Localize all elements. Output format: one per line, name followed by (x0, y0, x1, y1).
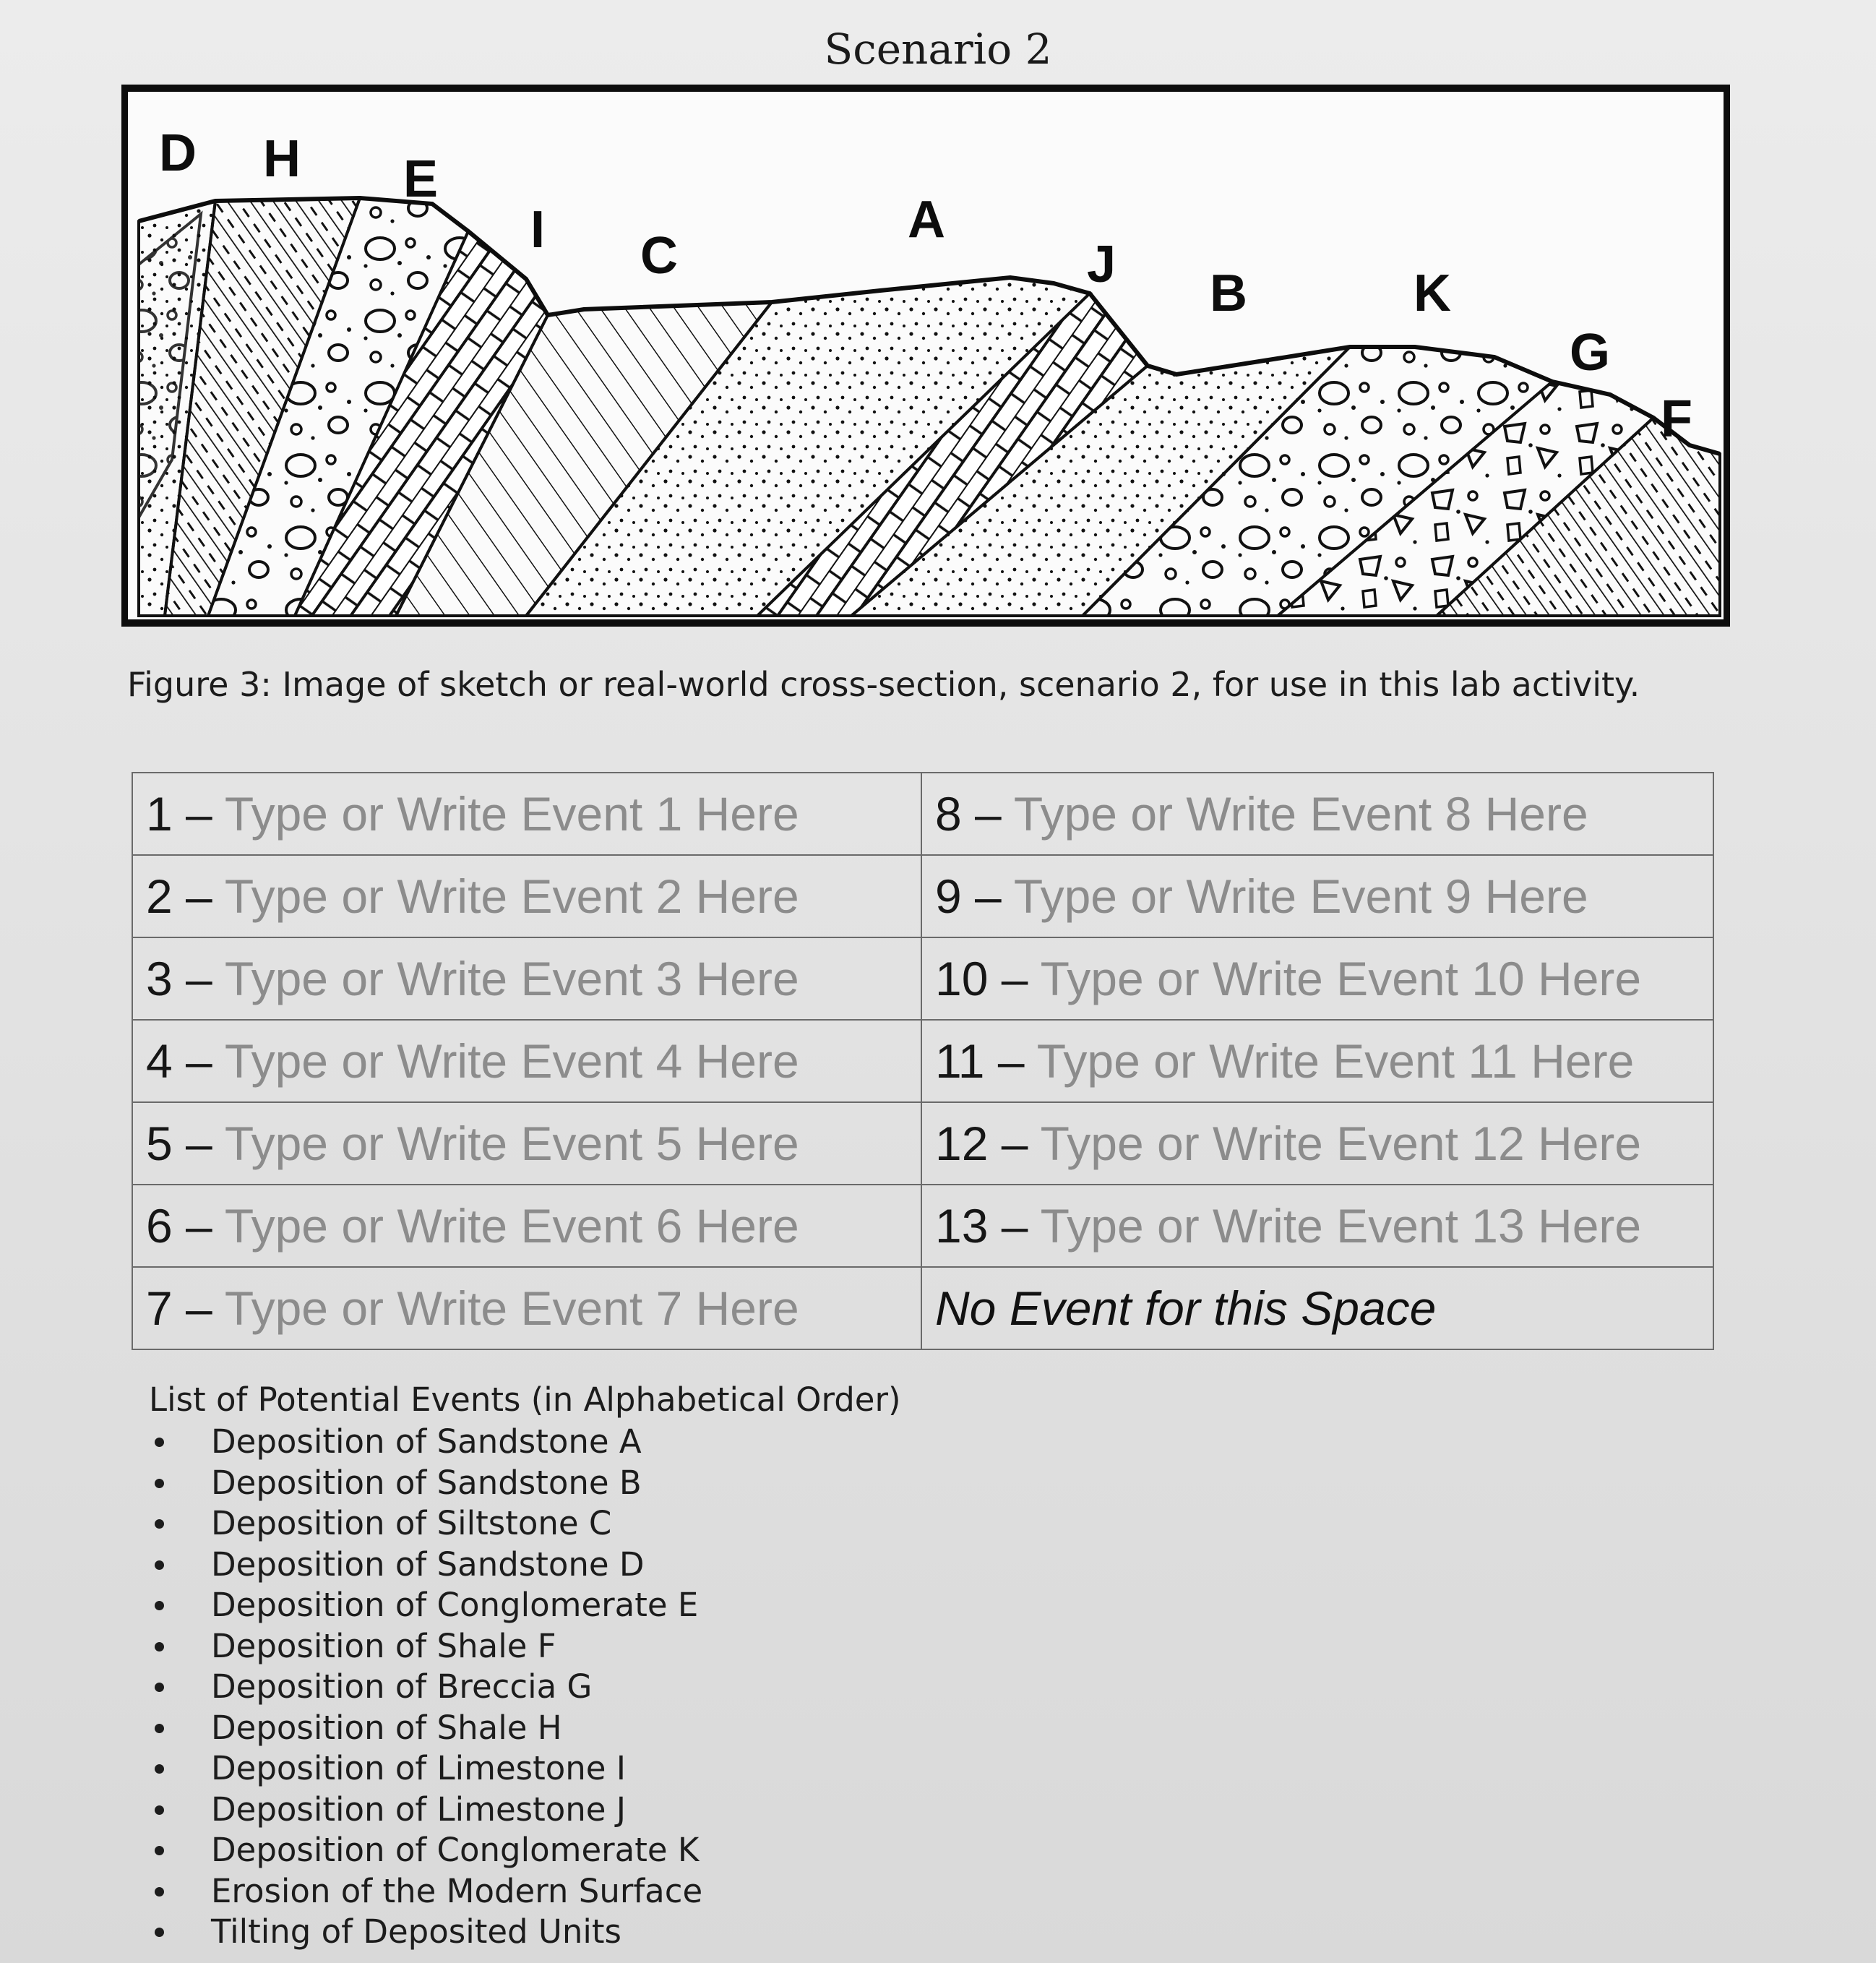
list-item (149, 1708, 901, 1749)
bullet-icon (155, 1560, 164, 1570)
label-d: D (159, 124, 197, 182)
event-placeholder: Type or Write Event 3 Here (224, 952, 799, 1005)
list-item (149, 1422, 901, 1463)
event-cell-9[interactable] (921, 855, 1713, 937)
event-placeholder: Type or Write Event 5 Here (224, 1117, 799, 1170)
scenario-title: Scenario 2 (824, 25, 1052, 74)
label-h: H (263, 130, 301, 188)
events-table (132, 772, 1714, 1350)
event-number: 11 – (935, 1034, 1037, 1088)
list-item-label: Deposition of Sandstone A (211, 1422, 642, 1461)
list-item (149, 1912, 901, 1953)
event-cell-10[interactable] (921, 937, 1713, 1020)
label-e: E (403, 150, 439, 208)
table-row (132, 1267, 1713, 1349)
no-event-cell (921, 1267, 1713, 1349)
event-cell-8[interactable] (921, 773, 1713, 855)
list-item-label: Deposition of Sandstone D (211, 1545, 645, 1584)
event-cell-13[interactable] (921, 1185, 1713, 1267)
list-item-label: Deposition of Limestone J (211, 1790, 627, 1829)
list-item (149, 1545, 901, 1586)
list-item-label: Deposition of Limestone I (211, 1749, 627, 1787)
table-row (132, 1185, 1713, 1267)
event-number: 8 – (935, 787, 1014, 841)
list-item-label: Deposition of Sandstone B (211, 1463, 642, 1502)
event-number: 10 – (935, 952, 1041, 1005)
event-number: 9 – (935, 869, 1014, 923)
list-item-label: Erosion of the Modern Surface (211, 1871, 703, 1910)
table-row (132, 773, 1713, 855)
event-placeholder: Type or Write Event 11 Here (1036, 1034, 1635, 1088)
event-number: 1 – (146, 787, 225, 841)
event-placeholder: Type or Write Event 4 Here (224, 1034, 799, 1088)
bullet-icon (155, 1519, 164, 1529)
event-number: 13 – (935, 1199, 1041, 1253)
bullet-icon (155, 1928, 164, 1937)
event-cell-3[interactable] (132, 937, 921, 1020)
list-item (149, 1503, 901, 1545)
bullet-icon (155, 1887, 164, 1897)
list-item-label: Deposition of Conglomerate K (211, 1831, 700, 1869)
event-placeholder: Type or Write Event 6 Here (224, 1199, 799, 1253)
event-cell-4[interactable] (132, 1020, 921, 1102)
event-placeholder: Type or Write Event 13 Here (1040, 1199, 1642, 1253)
table-row (132, 937, 1713, 1020)
bullet-icon (155, 1642, 164, 1651)
list-item (149, 1626, 901, 1667)
table-row (132, 1102, 1713, 1185)
label-c: C (640, 227, 678, 285)
event-number: 2 – (146, 869, 225, 923)
label-j: J (1087, 236, 1116, 293)
event-number: 4 – (146, 1034, 225, 1088)
event-number: 6 – (146, 1199, 225, 1253)
event-number: 3 – (146, 952, 225, 1005)
list-item (149, 1790, 901, 1831)
event-cell-5[interactable] (132, 1102, 921, 1185)
bullet-icon (155, 1438, 164, 1447)
table-row (132, 855, 1713, 937)
event-cell-1[interactable] (132, 773, 921, 855)
list-item-label: Deposition of Breccia G (211, 1667, 593, 1706)
event-number: 12 – (935, 1117, 1041, 1170)
list-item-label: Deposition of Shale H (211, 1708, 562, 1747)
bullet-icon (155, 1479, 164, 1488)
event-placeholder: Type or Write Event 10 Here (1040, 952, 1642, 1005)
label-i: I (530, 201, 546, 259)
event-cell-6[interactable] (132, 1185, 921, 1267)
cross-section-figure (121, 84, 1730, 629)
bullet-icon (155, 1846, 164, 1855)
event-placeholder: Type or Write Event 8 Here (1013, 787, 1588, 841)
list-item (149, 1830, 901, 1871)
potential-events-list (149, 1380, 901, 1953)
event-cell-12[interactable] (921, 1102, 1713, 1185)
event-number: 5 – (146, 1117, 225, 1170)
event-placeholder: Type or Write Event 2 Here (224, 869, 799, 923)
list-item (149, 1667, 901, 1708)
figure-caption: Figure 3: Image of sketch or real-world cross-section, scenario 2, for use in this lab activity. (127, 665, 1640, 704)
table-row (132, 1020, 1713, 1102)
list-item (149, 1871, 901, 1912)
event-placeholder: Type or Write Event 9 Here (1013, 869, 1588, 923)
bullet-icon (155, 1724, 164, 1733)
bullet-icon (155, 1764, 164, 1774)
list-item (149, 1585, 901, 1626)
list-item-label: Deposition of Shale F (211, 1626, 556, 1665)
event-cell-7[interactable] (132, 1267, 921, 1349)
event-placeholder: Type or Write Event 7 Here (224, 1281, 799, 1335)
list-item-label: Deposition of Conglomerate E (211, 1586, 699, 1624)
bullet-icon (155, 1683, 164, 1692)
label-a: A (908, 191, 945, 249)
list-item (149, 1748, 901, 1790)
bullet-icon (155, 1601, 164, 1610)
event-placeholder: Type or Write Event 12 Here (1040, 1117, 1642, 1170)
list-item (149, 1463, 901, 1504)
label-k: K (1414, 265, 1451, 322)
label-g: G (1570, 324, 1611, 382)
list-item-label: Tilting of Deposited Units (211, 1912, 621, 1951)
no-event-text: No Event for this Space (935, 1281, 1437, 1335)
event-cell-2[interactable] (132, 855, 921, 937)
event-placeholder: Type or Write Event 1 Here (224, 787, 799, 841)
list-heading: List of Potential Events (in Alphabetical Order) (149, 1380, 901, 1419)
list-item-label: Deposition of Siltstone C (211, 1504, 612, 1542)
event-cell-11[interactable] (921, 1020, 1713, 1102)
label-f: F (1661, 390, 1692, 448)
label-b: B (1210, 265, 1247, 322)
bullet-icon (155, 1805, 164, 1815)
event-number: 7 – (146, 1281, 225, 1335)
